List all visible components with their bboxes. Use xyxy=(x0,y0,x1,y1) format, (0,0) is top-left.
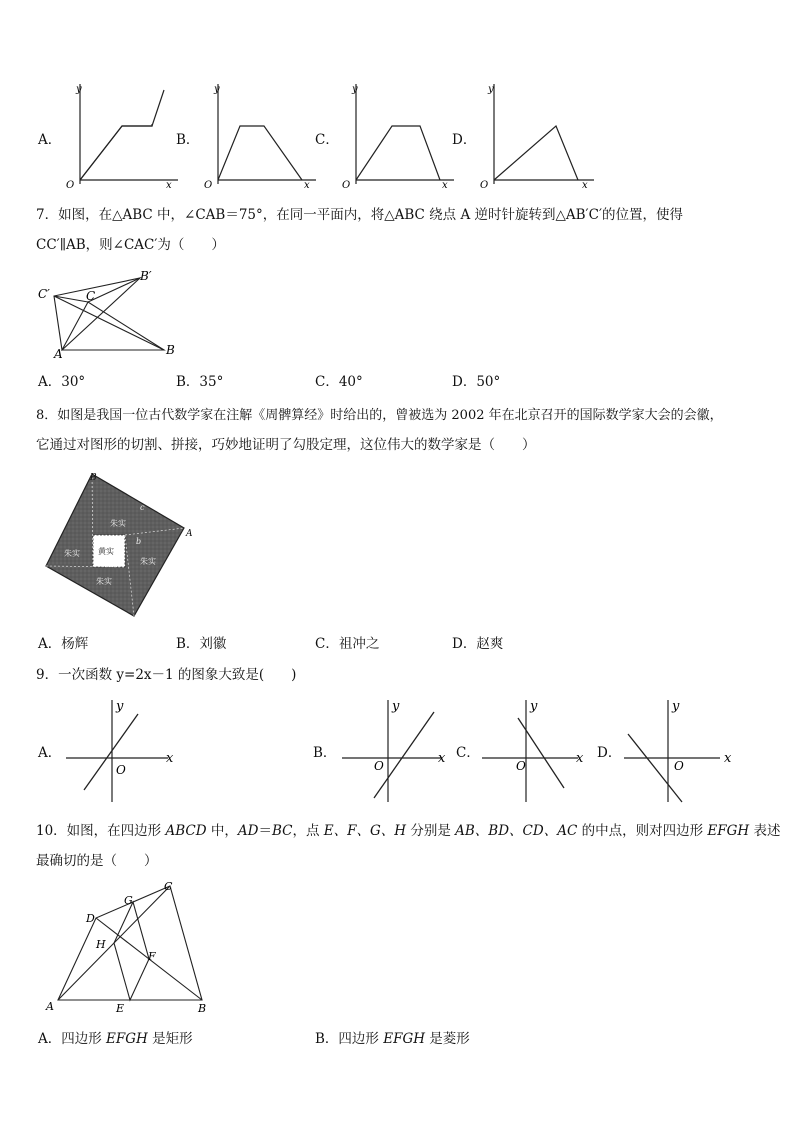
q7-stem-line1: 7．如图，在△ABC 中，∠CAB＝75°，在同一平面内，将△ABC 绕点 A 逆时针旋转到△AB′C′的位置，使得 xyxy=(36,207,684,223)
q10-option-b-suffix: 是菱形 xyxy=(425,1031,470,1047)
q6-d-origin: O xyxy=(480,180,489,191)
q10-label-a: A xyxy=(46,1000,54,1013)
q8-option-c[interactable]: C．祖冲之 xyxy=(315,636,380,652)
q10-label-b: B xyxy=(198,1002,207,1015)
q7-option-b[interactable]: B．35° xyxy=(176,374,224,390)
q10-label-c: C xyxy=(164,880,173,893)
q10-option-b-prefix: B．四边形 xyxy=(315,1031,384,1047)
q10-label-f: F xyxy=(148,950,156,963)
q10-stem-mid1: 中， xyxy=(206,823,238,839)
q7-label-c-prime: C′ xyxy=(38,287,50,301)
q8-figure xyxy=(40,466,200,624)
q10-option-a-suffix: 是矩形 xyxy=(147,1031,193,1047)
q8-stem-line1: 8．如图是我国一位古代数学家在注解《周髀算经》时给出的，曾被选为 2002 年在北京召开的国际数学家大会的会徽， xyxy=(36,408,723,423)
q10-points: E、F、G、H xyxy=(323,823,407,839)
q10-label-d: D xyxy=(86,912,95,925)
q9-option-a-label: A． xyxy=(38,745,62,761)
q8-label-b: B xyxy=(90,473,97,483)
q9-b-y-label: y xyxy=(392,699,400,714)
q10-option-b-efgh: EFGH xyxy=(383,1031,425,1047)
q6-option-a-label: A． xyxy=(38,132,62,148)
q9-a-origin: O xyxy=(116,763,126,777)
q9-b-origin: O xyxy=(374,759,384,773)
q10-stem-mid5: 表述 xyxy=(749,823,781,839)
q7-stem-line2: CC′∥AB，则∠CAC′为（ ） xyxy=(36,237,225,253)
q9-c-x-label: x xyxy=(576,751,584,766)
q9-option-c-label: C． xyxy=(456,745,480,761)
q9-graph-c xyxy=(478,696,590,804)
q8-option-a[interactable]: A．杨辉 xyxy=(38,636,89,652)
q8-zhu-bottom: 朱实 xyxy=(96,577,112,586)
q8-stem-line2: 它通过对图形的切割、拼接，巧妙地证明了勾股定理，这位伟大的数学家是（ ） xyxy=(36,437,536,453)
q10-label-e: E xyxy=(116,1002,125,1015)
q8-option-d[interactable]: D．赵爽 xyxy=(452,636,504,652)
q6-a-x-label: x xyxy=(166,180,172,191)
q9-d-x-label: x xyxy=(724,751,732,766)
q10-label-g: G xyxy=(124,894,133,907)
q6-graph-c xyxy=(336,80,456,192)
q6-graph-b xyxy=(198,80,318,192)
q9-d-y-label: y xyxy=(672,699,680,714)
q8-zhu-top: 朱实 xyxy=(110,519,126,528)
q7-label-b-prime: B′ xyxy=(140,269,152,283)
q10-efgh: EFGH xyxy=(707,823,750,839)
q6-option-c-label: C． xyxy=(315,132,339,148)
q10-option-a-prefix: A．四边形 xyxy=(38,1031,107,1047)
q7-option-a[interactable]: A．30° xyxy=(38,374,86,390)
q7-label-a: A xyxy=(54,347,63,361)
q6-b-y-label: y xyxy=(214,84,220,95)
q9-c-origin: O xyxy=(516,759,526,773)
q8-label-b-small: b xyxy=(136,537,142,546)
q10-segs: AB、BD、CD、AC xyxy=(455,823,578,839)
q8-zhu-right: 朱实 xyxy=(140,557,156,566)
q9-d-origin: O xyxy=(674,759,684,773)
q7-option-d[interactable]: D．50° xyxy=(452,374,501,390)
q8-option-b[interactable]: B．刘徽 xyxy=(176,636,227,652)
q6-b-x-label: x xyxy=(304,180,310,191)
q10-ad: AD xyxy=(237,823,259,839)
q9-stem: 9．一次函数 y=2x－1 的图象大致是( ) xyxy=(36,667,297,683)
q6-a-y-label: y xyxy=(76,84,82,95)
q10-stem-prefix: 10．如图，在四边形 xyxy=(36,823,166,839)
q9-graph-d xyxy=(620,696,750,804)
q6-d-x-label: x xyxy=(582,180,588,191)
q10-stem-mid4: 的中点，则对四边形 xyxy=(577,823,708,839)
q6-graph-a xyxy=(60,80,180,192)
q9-c-y-label: y xyxy=(530,699,538,714)
q6-c-y-label: y xyxy=(352,84,358,95)
q10-label-h: H xyxy=(96,938,106,951)
q10-stem-line1 xyxy=(36,822,780,841)
q10-stem-mid3: 分别是 xyxy=(406,823,456,839)
q6-option-d-label: D． xyxy=(452,132,477,148)
q7-figure xyxy=(36,266,186,362)
q8-label-c: c xyxy=(140,503,145,512)
q10-figure xyxy=(40,878,220,1018)
q6-a-origin: O xyxy=(66,180,75,191)
q10-abcd: ABCD xyxy=(165,823,207,839)
q6-b-origin: O xyxy=(204,180,213,191)
q9-b-x-label: x xyxy=(438,751,446,766)
q8-zhu-left: 朱实 xyxy=(64,549,80,558)
q10-bc: BC xyxy=(271,823,293,839)
q9-option-b-label: B． xyxy=(313,745,337,761)
q6-option-b-label: B． xyxy=(176,132,200,148)
q10-option-b[interactable] xyxy=(315,1030,470,1048)
q6-c-x-label: x xyxy=(442,180,448,191)
q7-label-b: B xyxy=(166,343,175,357)
q6-c-origin: O xyxy=(342,180,351,191)
q9-a-x-label: x xyxy=(166,751,174,766)
q9-graph-b xyxy=(338,696,450,804)
q10-stem-mid2: ，点 xyxy=(292,823,324,839)
q9-a-y-label: y xyxy=(116,699,124,714)
q10-eq: ＝ xyxy=(258,823,272,839)
q8-label-a: A xyxy=(186,529,193,539)
q6-d-y-label: y xyxy=(488,84,494,95)
q10-stem-line2: 最确切的是（ ） xyxy=(36,853,158,869)
q10-option-a[interactable] xyxy=(38,1030,193,1048)
q10-option-a-efgh: EFGH xyxy=(106,1031,148,1047)
q6-graph-d xyxy=(474,80,596,192)
q9-option-d-label: D． xyxy=(597,745,622,761)
q7-option-c[interactable]: C．40° xyxy=(315,374,363,390)
q9-graph-a xyxy=(62,696,182,804)
q7-label-c: C xyxy=(86,289,96,303)
q8-huang: 黄实 xyxy=(98,547,114,556)
